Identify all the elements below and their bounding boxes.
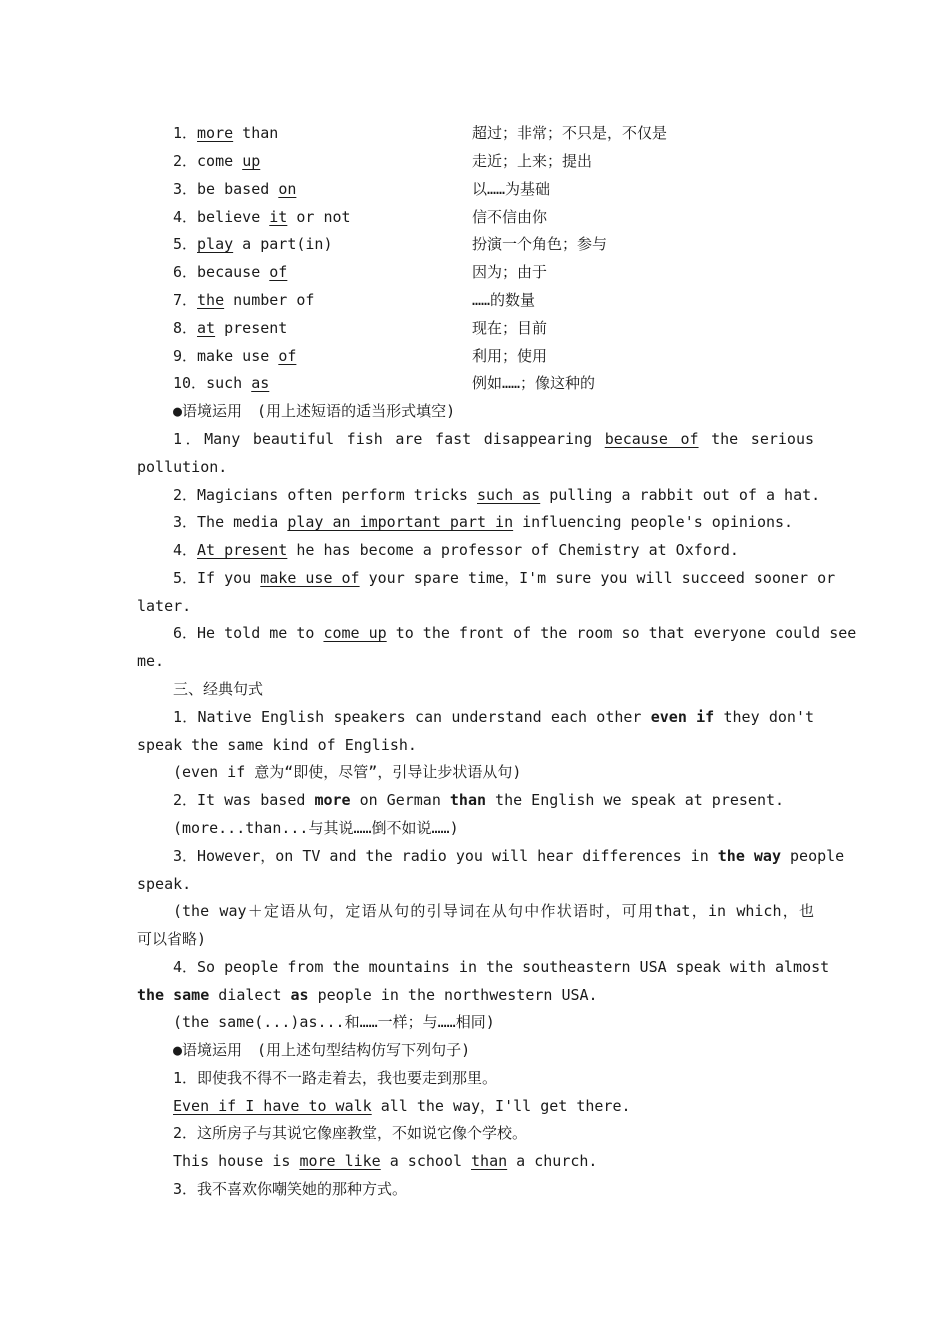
key-phrase: as (290, 986, 309, 1004)
english-answer: This house is more like a school than a church. (173, 1152, 598, 1170)
exercise-sentence: 3．The media play an important part in influencing people's opinions. (173, 513, 794, 531)
phrase-meaning: 信不信由你 (472, 208, 548, 226)
phrase-item: 2．come up (173, 152, 261, 170)
key-phrase: the way (717, 847, 781, 865)
phrase-item: 4．believe it or not (173, 208, 351, 226)
exercise-sentence: 1．Many beautiful fish are fast disappearing because of the serious (173, 430, 815, 448)
answer-blank: as (251, 374, 270, 392)
pattern-sentence: 2．It was based more on German than the English we speak at present. (173, 791, 785, 809)
item-number: 4． (173, 208, 198, 226)
answer-blank: such as (477, 486, 541, 504)
answer-blank: it (269, 208, 288, 226)
item-number: 5． (173, 235, 198, 253)
english-answer: Even if I have to walk all the way，I'll get there. (173, 1097, 631, 1115)
answer-blank: of (269, 263, 288, 281)
item-number: 7． (173, 291, 198, 309)
sentence-continuation: me. (137, 652, 165, 670)
pattern-note: (the same(...)as...和……一样；与……相同) (173, 1013, 495, 1031)
pattern-sentence: 3．However，on TV and the radio you will hear differences in the way people (173, 847, 845, 865)
phrase-meaning: 超过；非常；不只是，不仅是 (472, 124, 668, 142)
phrase-item: 7．the number of (173, 291, 315, 309)
pattern-sentence: 4．So people from the mountains in the southeastern USA speak with almost (173, 958, 830, 976)
answer-blank: more (197, 124, 234, 142)
key-phrase: more (314, 791, 351, 809)
item-number: 6． (173, 263, 198, 281)
chinese-prompt: 3．我不喜欢你嘲笑她的那种方式。 (173, 1180, 408, 1198)
key-phrase: even if (650, 708, 715, 726)
answer-blank: than (471, 1152, 508, 1170)
phrase-item: 10．such as (173, 374, 270, 392)
answer-blank: because of (604, 430, 699, 448)
exercise-heading: ●语境运用 (用上述短语的适当形式填空) (173, 402, 456, 420)
exercise-sentence: 4．At present he has become a professor of Chemistry at Oxford. (173, 541, 739, 559)
answer-blank: of (278, 347, 297, 365)
answer-blank: more like (299, 1152, 381, 1170)
key-phrase: the same (137, 986, 210, 1004)
phrase-item: 8．at present (173, 319, 288, 337)
item-number: 3． (173, 180, 198, 198)
item-number: 9． (173, 347, 198, 365)
sentence-continuation: later. (137, 597, 192, 615)
answer-blank: the (197, 291, 225, 309)
pattern-note: (the way＋定语从句，定语从句的引导词在从句中作状语时，可用that，in which，也 (173, 902, 814, 920)
phrase-meaning: 现在；目前 (472, 319, 548, 337)
chinese-prompt: 1．即使我不得不一路走着去，我也要走到那里。 (173, 1069, 498, 1087)
phrase-item: 6．because of (173, 263, 288, 281)
answer-blank: at (197, 319, 216, 337)
exercise-heading: ●语境运用 (用上述句型结构仿写下列句子) (173, 1041, 471, 1059)
exercise-sentence: 6．He told me to come up to the front of the room so that everyone could see (173, 624, 857, 642)
answer-blank: Even if I have to walk (173, 1097, 372, 1115)
item-number: 8． (173, 319, 198, 337)
answer-blank: on (278, 180, 297, 198)
phrase-meaning: 扮演一个角色；参与 (472, 235, 608, 253)
pattern-note: (more...than...与其说……倒不如说……) (173, 819, 459, 837)
answer-blank: up (242, 152, 261, 170)
chinese-prompt: 2．这所房子与其说它像座教堂，不如说它像个学校。 (173, 1124, 528, 1142)
exercise-sentence: 2．Magicians often perform tricks such as pulling a rabbit out of a hat. (173, 486, 821, 504)
sentence-continuation: speak the same kind of English. (137, 736, 417, 754)
answer-blank: make use of (260, 569, 360, 587)
phrase-meaning: 以……为基础 (472, 180, 551, 198)
sentence-continuation: speak. (137, 875, 192, 893)
sentence-continuation: the same dialect as people in the northwestern USA. (137, 986, 598, 1004)
phrase-item: 5．play a part(in) (173, 235, 333, 253)
phrase-meaning: 利用；使用 (472, 347, 548, 365)
phrase-item: 9．make use of (173, 347, 297, 365)
phrase-meaning: 例如……；像这种的 (472, 374, 596, 392)
item-number: 2． (173, 152, 198, 170)
section-heading: 三、经典句式 (173, 680, 264, 698)
phrase-item: 1．more than (173, 124, 279, 142)
answer-blank: play (197, 235, 234, 253)
pattern-sentence: 1．Native English speakers can understand each other even if they don't (173, 708, 815, 726)
answer-blank: At present (197, 541, 288, 559)
answer-blank: come up (323, 624, 387, 642)
item-number: 1． (173, 124, 198, 142)
exercise-sentence: 5．If you make use of your spare time，I'm sure you will succeed sooner or (173, 569, 836, 587)
answer-blank: play an important part in (287, 513, 514, 531)
item-number: 10． (173, 374, 207, 392)
phrase-meaning: 走近；上来；提出 (472, 152, 593, 170)
key-phrase: than (449, 791, 487, 809)
phrase-meaning: ……的数量 (472, 291, 536, 309)
phrase-item: 3．be based on (173, 180, 297, 198)
sentence-continuation: pollution. (137, 458, 228, 476)
pattern-note: (even if 意为“即使，尽管”，引导让步状语从句) (173, 763, 522, 781)
phrase-meaning: 因为；由于 (472, 263, 548, 281)
note-continuation: 可以省略) (137, 930, 207, 948)
